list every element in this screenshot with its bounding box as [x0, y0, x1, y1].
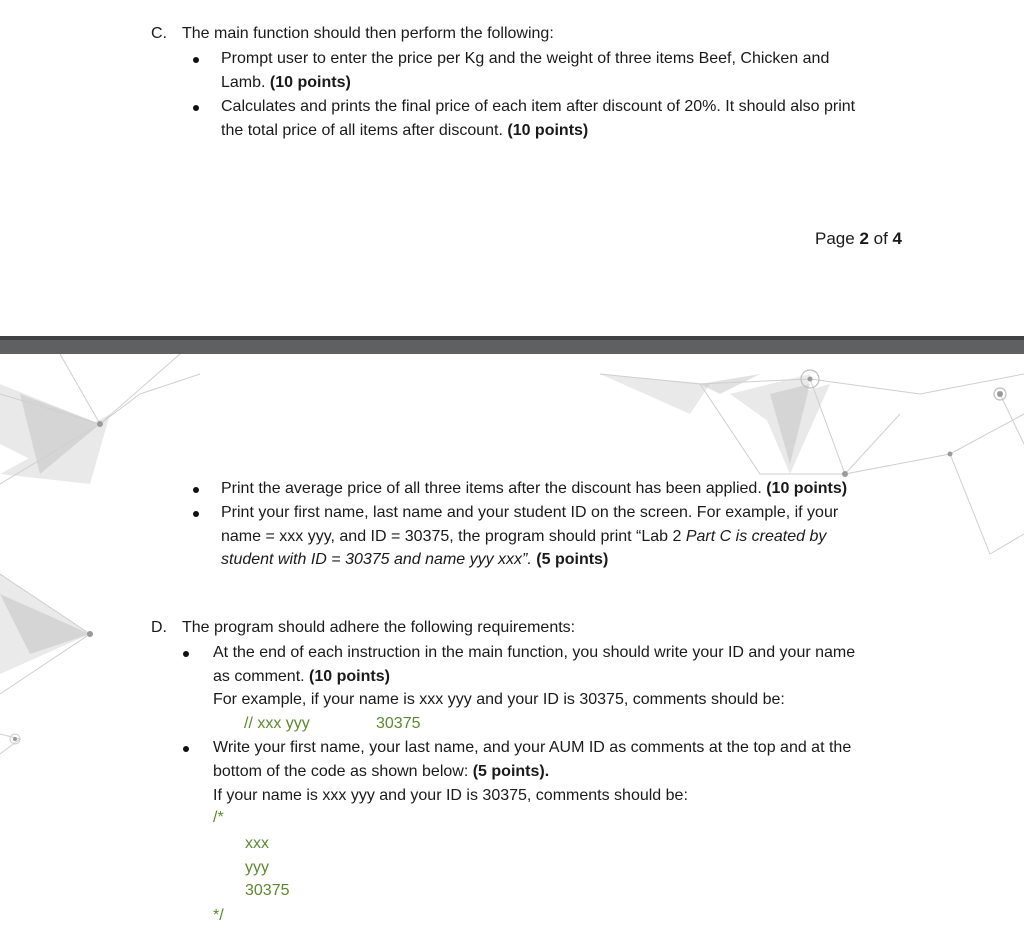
points-label: (10 points): [269, 74, 351, 91]
d-bullet1-line2: as comment. (10 points): [213, 668, 390, 685]
code-comment-close: */: [213, 907, 224, 924]
bullet-dot: [193, 511, 199, 517]
page-3-top: [0, 354, 1024, 930]
bullet4-line2: name = xxx yyy, and ID = 30375, the program should print “Lab 2 Part C is created by: [221, 528, 827, 545]
section-d-heading: The program should adhere the following requirements:: [182, 619, 576, 636]
page-number: Page 2 of 4: [815, 229, 902, 248]
section-c-label: C.: [151, 25, 167, 42]
c-bullet1-line1: Prompt user to enter the price per Kg and the weight of three items Beef, Chicken and: [221, 50, 830, 67]
page-2-bottom: [0, 0, 1024, 336]
bullet-dot: [193, 105, 199, 111]
d-bullet1-line3: For example, if your name is xxx yyy and your ID is 30375, comments should be:: [213, 691, 785, 708]
bullet4-line3: student with ID = 30375 and name yyy xxx”. (5 points): [221, 551, 609, 568]
code-comment-last: yyy: [245, 859, 269, 876]
d-bullet1-line1: At the end of each instruction in the main function, you should write your ID and your name: [213, 644, 856, 661]
bullet-dot: [183, 651, 189, 657]
bullet4-line1: Print your first name, last name and your student ID on the screen. For example, if your: [221, 504, 839, 521]
code-comment-id: 30375: [245, 882, 290, 899]
bullet-dot: [193, 487, 199, 493]
page-separator: [0, 336, 1024, 354]
d-bullet2-line3: If your name is xxx yyy and your ID is 30375, comments should be:: [213, 787, 688, 804]
points-label: (10 points): [507, 122, 589, 139]
c-bullet2-line2: the total price of all items after discount. (10 points): [221, 122, 589, 139]
code-comment-first: xxx: [245, 835, 269, 852]
points-label: (10 points): [766, 480, 848, 497]
points-label: (10 points): [309, 668, 390, 685]
bullet3-line: Print the average price of all three items after the discount has been applied. (10 points): [221, 480, 848, 497]
c-bullet1-line2: Lamb. (10 points): [221, 74, 351, 91]
points-label: (5 points).: [472, 763, 550, 780]
bullet-dot: [193, 57, 199, 63]
d-bullet2-line1: Write your first name, your last name, and your AUM ID as comments at the top and at the: [213, 739, 852, 756]
points-label: (5 points): [531, 551, 609, 568]
code-comment-name: // xxx yyy: [244, 715, 310, 732]
code-comment-id: 30375: [376, 715, 421, 732]
code-comment-open: /*: [213, 809, 224, 826]
section-c-heading: The main function should then perform the following:: [182, 25, 554, 42]
d-bullet2-line2: bottom of the code as shown below: (5 points).: [213, 763, 550, 780]
section-d-label: D.: [151, 619, 167, 636]
c-bullet2-line1: Calculates and prints the final price of each item after discount of 20%. It should also print: [221, 98, 856, 115]
bullet-dot: [183, 746, 189, 752]
